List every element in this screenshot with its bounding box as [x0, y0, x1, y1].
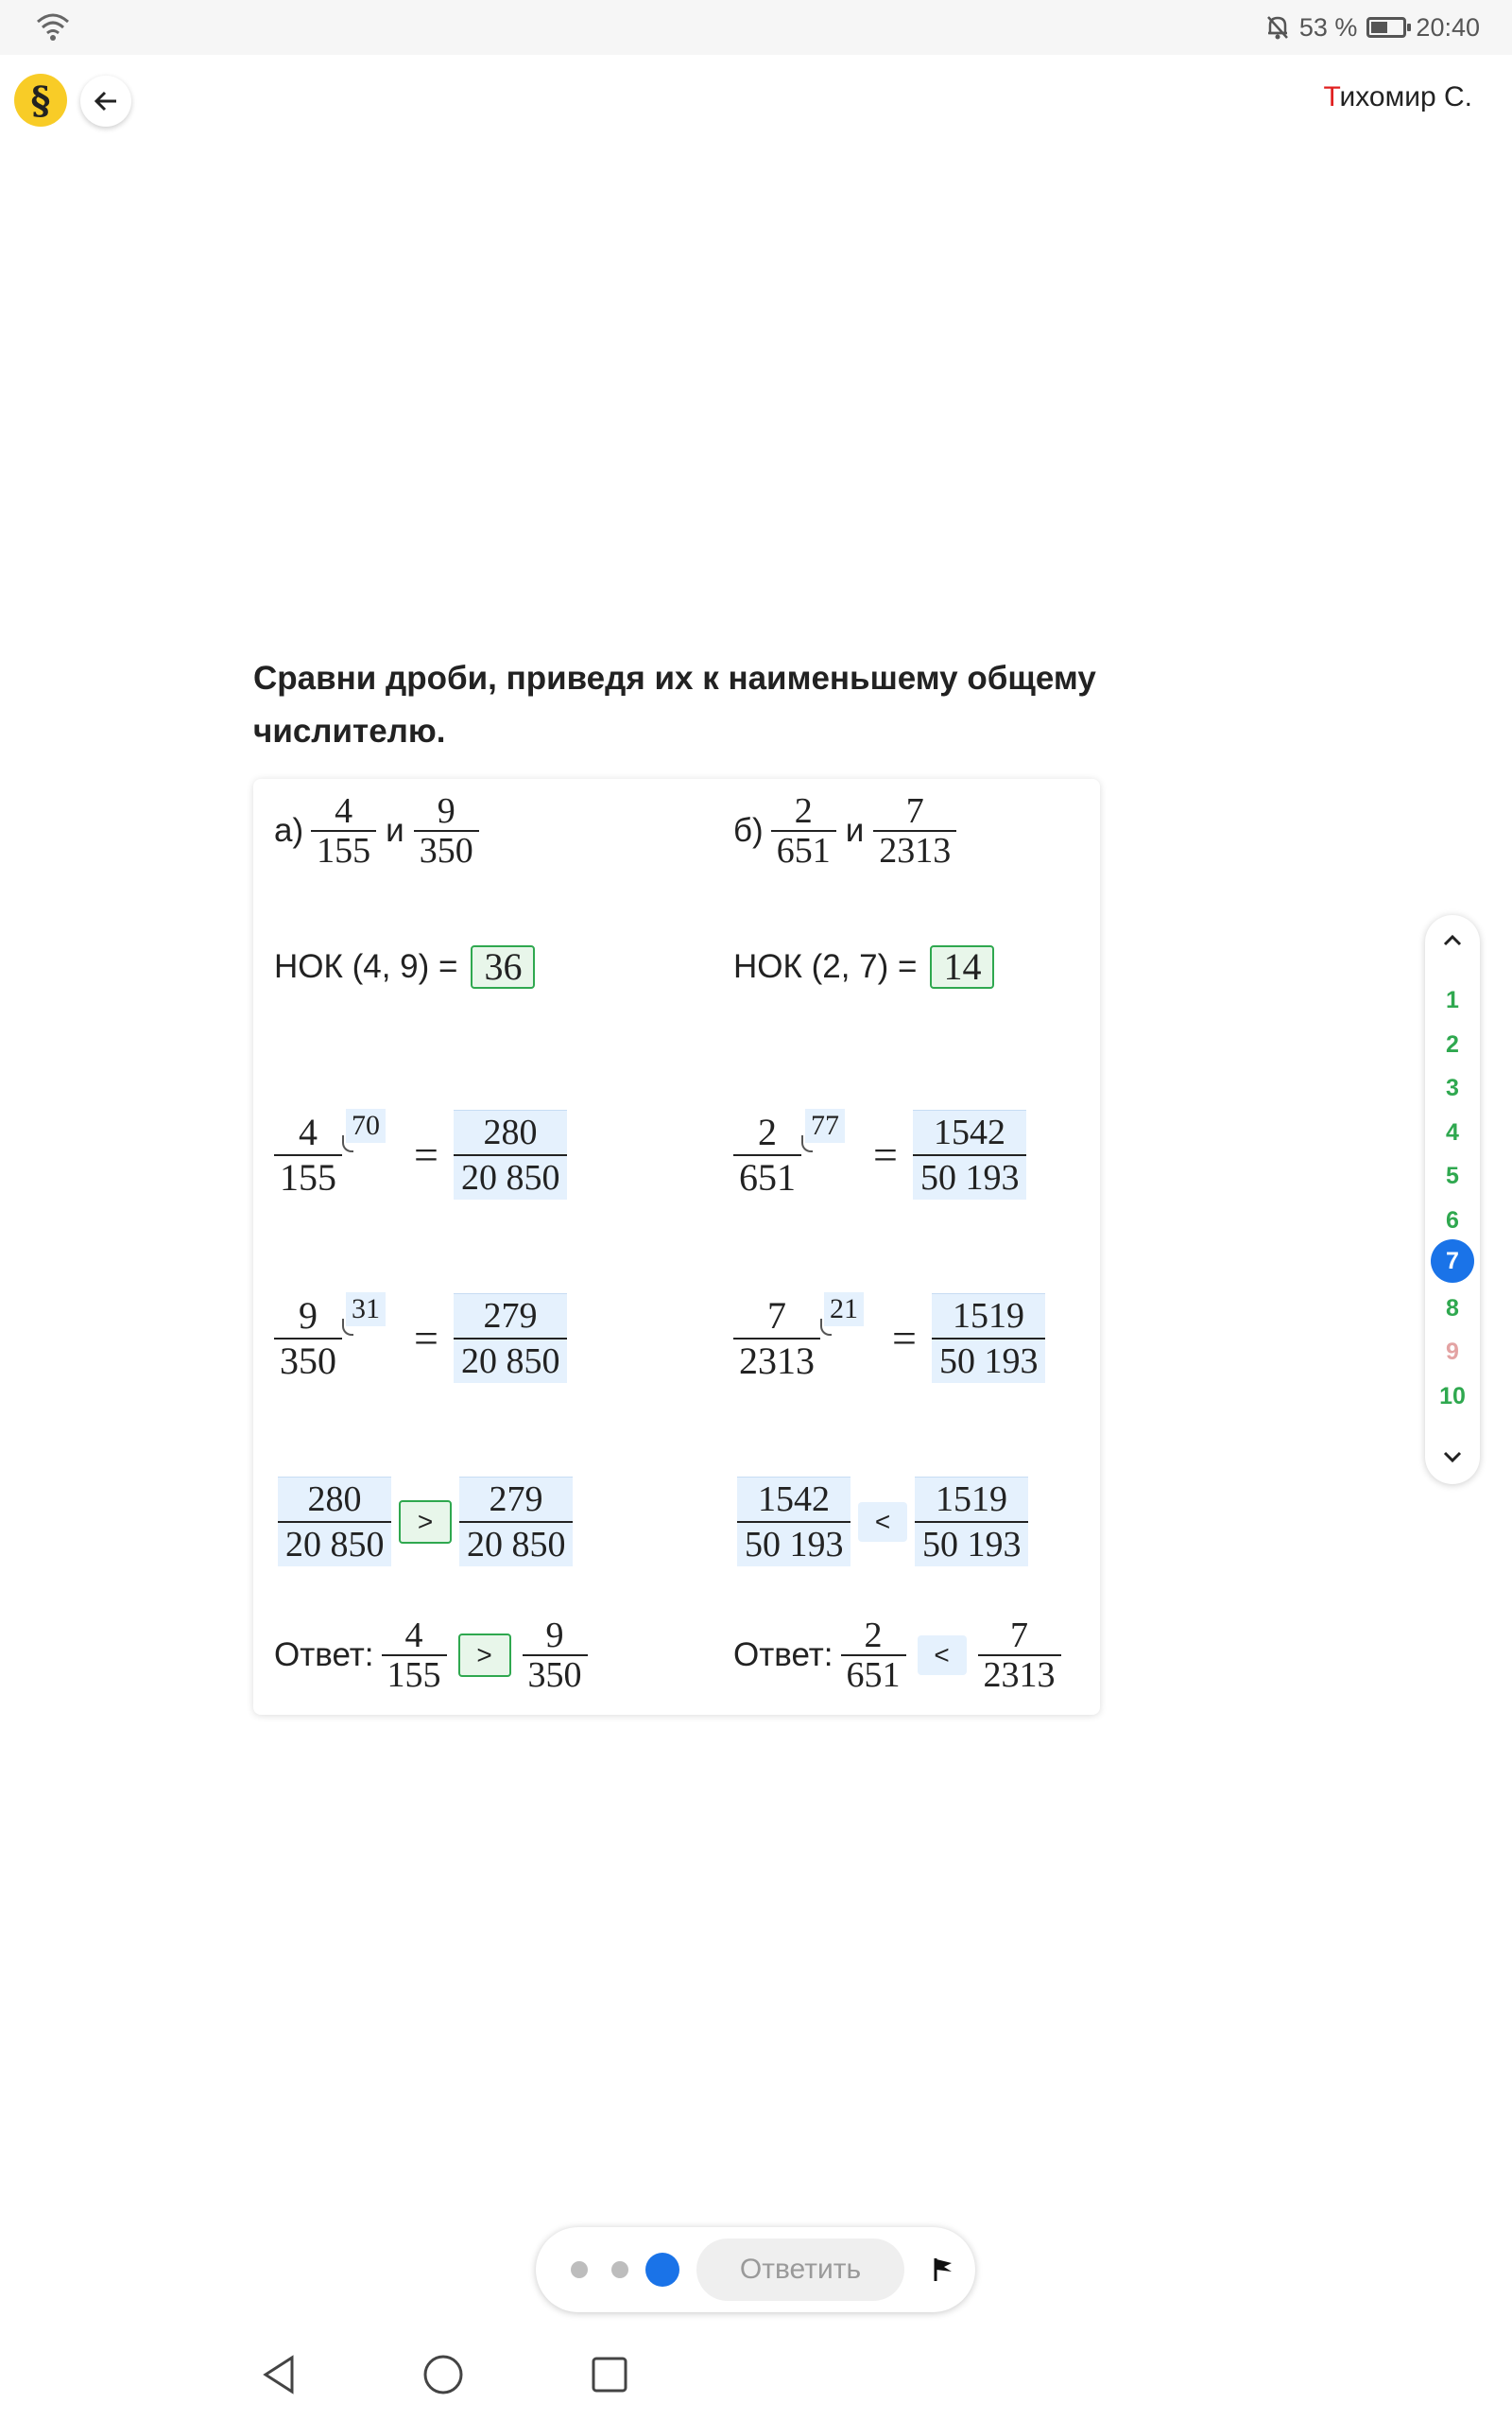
battery-fill: [1371, 22, 1387, 33]
multiplier-input[interactable]: 31: [346, 1292, 386, 1326]
left-fraction: [278, 1477, 391, 1566]
result-fraction: [913, 1110, 1026, 1200]
denominator: 350: [414, 830, 479, 870]
denominator-input[interactable]: 50 193: [737, 1521, 850, 1566]
denominator: 2313: [733, 1338, 820, 1383]
numerator-input[interactable]: 279: [459, 1477, 573, 1521]
numerator-input[interactable]: 280: [278, 1477, 391, 1521]
user-initial: Т: [1323, 81, 1340, 112]
part-b-expand-row-1: [733, 1110, 1026, 1200]
multiplier-input[interactable]: 77: [805, 1109, 845, 1143]
part-b-answer-row: [733, 1616, 1061, 1694]
part-a-nok: [274, 945, 535, 989]
back-button[interactable]: [80, 76, 131, 127]
numerator: 2: [864, 1616, 883, 1655]
system-navigation-bar: [0, 2325, 1512, 2420]
task-number-6[interactable]: 6: [1446, 1206, 1459, 1234]
task-card: [253, 779, 1100, 1715]
numerator: 9: [299, 1293, 318, 1337]
numerator: 4: [404, 1616, 423, 1655]
fraction: [311, 792, 376, 870]
part-a-answer-row: [274, 1616, 588, 1694]
fraction: [414, 792, 479, 870]
answer-button[interactable]: Ответить: [696, 2238, 904, 2301]
result-fraction: [454, 1110, 567, 1200]
multiplier-input[interactable]: 70: [346, 1109, 386, 1143]
task-number-9[interactable]: 9: [1446, 1339, 1459, 1365]
conjunction: и: [386, 812, 404, 849]
equals-sign: =: [414, 1131, 438, 1179]
numerator-input[interactable]: 1542: [913, 1110, 1026, 1154]
numerator-input[interactable]: 1519: [915, 1477, 1028, 1521]
part-b-header: [733, 792, 956, 870]
nok-label: НОК (4, 9) =: [274, 948, 458, 985]
denominator: 651: [733, 1154, 801, 1200]
denominator: 651: [841, 1654, 906, 1694]
answer-label: Ответ:: [274, 1636, 374, 1673]
numerator-input[interactable]: 1519: [932, 1293, 1045, 1338]
equals-sign: =: [873, 1131, 898, 1179]
multiplier-wrap: [342, 1109, 399, 1198]
wifi-icon: [36, 11, 70, 42]
task-navigation: [1425, 915, 1480, 1484]
numerator: 4: [299, 1110, 318, 1153]
progress-dot[interactable]: [611, 2261, 628, 2278]
part-a-expand-row-1: [274, 1110, 567, 1200]
back-triangle-icon[interactable]: [260, 2354, 298, 2395]
part-b-nok: [733, 945, 994, 989]
nok-answer-input[interactable]: 36: [471, 945, 535, 989]
denominator: 2313: [978, 1654, 1061, 1694]
numerator: 7: [1010, 1616, 1029, 1655]
equals-sign: =: [414, 1314, 438, 1362]
recents-square-icon[interactable]: [591, 2356, 628, 2394]
status-bar: [0, 0, 1512, 55]
task-number-1[interactable]: 1: [1446, 987, 1459, 1013]
numerator: 4: [335, 791, 353, 831]
nok-label: НОК (2, 7) =: [733, 948, 918, 985]
numerator-input[interactable]: 280: [454, 1110, 567, 1154]
denominator: 155: [382, 1654, 447, 1694]
part-a-label: а): [274, 812, 304, 849]
denominator-input[interactable]: 20 850: [278, 1521, 391, 1566]
numerator: 9: [545, 1616, 564, 1655]
arrow-left-icon: [94, 91, 118, 112]
equals-sign: =: [892, 1314, 917, 1362]
numerator: 2: [758, 1110, 777, 1153]
numerator-input[interactable]: 279: [454, 1293, 567, 1338]
progress-dot-active[interactable]: [645, 2253, 679, 2287]
battery-icon: [1366, 17, 1406, 38]
multiplier-wrap: [801, 1109, 858, 1198]
fraction: [841, 1616, 906, 1694]
part-b-label: б): [733, 812, 764, 849]
denominator-input[interactable]: 50 193: [932, 1338, 1045, 1383]
user-name[interactable]: [1323, 81, 1472, 113]
compare-sign-input[interactable]: <: [858, 1502, 907, 1542]
fraction: [382, 1616, 447, 1694]
answer-sign-input[interactable]: >: [458, 1634, 511, 1677]
nok-answer-input[interactable]: 14: [930, 945, 994, 989]
fraction: [771, 792, 836, 870]
chevron-down-icon[interactable]: [1440, 1444, 1465, 1469]
flag-icon[interactable]: [931, 2256, 955, 2284]
denominator: 651: [771, 830, 836, 870]
denominator: 155: [274, 1154, 342, 1200]
numerator-input[interactable]: 1542: [737, 1477, 850, 1521]
task-number-2[interactable]: 2: [1446, 1030, 1459, 1058]
fraction: [733, 1294, 820, 1383]
battery-percent: 53 %: [1298, 12, 1358, 42]
denominator-input[interactable]: 20 850: [454, 1154, 567, 1200]
part-a-expand-row-2: [274, 1293, 567, 1383]
conjunction: и: [845, 812, 865, 849]
progress-dot[interactable]: [571, 2261, 588, 2278]
denominator-input[interactable]: 50 193: [915, 1521, 1028, 1566]
denominator: 350: [274, 1338, 342, 1383]
multiplier-input[interactable]: 21: [824, 1292, 864, 1326]
fraction: [274, 1294, 342, 1383]
bottom-action-bar: [536, 2227, 975, 2312]
numerator: 9: [437, 791, 455, 831]
part-b-compare-row: [737, 1477, 1028, 1566]
task-statement: Сравни дроби, приведя их к наименьшему общему числителю.: [253, 660, 1096, 750]
part-a-header: [274, 792, 479, 870]
task-number-5[interactable]: 5: [1446, 1163, 1459, 1189]
fraction: [978, 1616, 1061, 1694]
answer-sign-input[interactable]: <: [918, 1635, 967, 1675]
task-number-3[interactable]: 3: [1446, 1075, 1459, 1101]
result-fraction: [932, 1293, 1045, 1383]
denominator-input[interactable]: 20 850: [454, 1338, 567, 1383]
clock: 20:40: [1416, 12, 1480, 42]
denominator: 2313: [873, 830, 956, 870]
task-number-10[interactable]: 10: [1439, 1382, 1466, 1409]
user-name-rest: ихомир С.: [1339, 81, 1472, 112]
denominator-input[interactable]: 50 193: [913, 1154, 1026, 1200]
right-fraction: [915, 1477, 1028, 1566]
task-number-7[interactable]: [1425, 1239, 1480, 1283]
denominator-input[interactable]: 20 850: [459, 1521, 573, 1566]
multiplier-wrap: [820, 1292, 877, 1381]
denominator: 350: [523, 1654, 588, 1694]
part-b-expand-row-2: [733, 1293, 1045, 1383]
fraction: [523, 1616, 588, 1694]
numerator: 2: [794, 791, 813, 831]
app-logo[interactable]: §: [14, 74, 67, 127]
status-right: [1265, 11, 1480, 43]
bell-off-icon: [1265, 14, 1290, 41]
left-fraction: [737, 1477, 850, 1566]
fraction: [873, 792, 956, 870]
chevron-up-icon[interactable]: [1440, 928, 1465, 953]
multiplier-wrap: [342, 1292, 399, 1381]
fraction: [274, 1111, 342, 1200]
answer-label: Ответ:: [733, 1636, 833, 1673]
task-number-8[interactable]: 8: [1446, 1294, 1459, 1322]
numerator: 7: [767, 1293, 786, 1337]
numerator: 7: [905, 791, 924, 831]
fraction: [733, 1111, 801, 1200]
task-number-4[interactable]: 4: [1446, 1118, 1459, 1146]
part-a-compare-row: [278, 1477, 573, 1566]
denominator: 155: [311, 830, 376, 870]
right-fraction: [459, 1477, 573, 1566]
compare-sign-input[interactable]: >: [399, 1500, 452, 1544]
current-task-bubble: 7: [1431, 1239, 1474, 1283]
result-fraction: [454, 1293, 567, 1383]
home-circle-icon[interactable]: [422, 2354, 464, 2395]
